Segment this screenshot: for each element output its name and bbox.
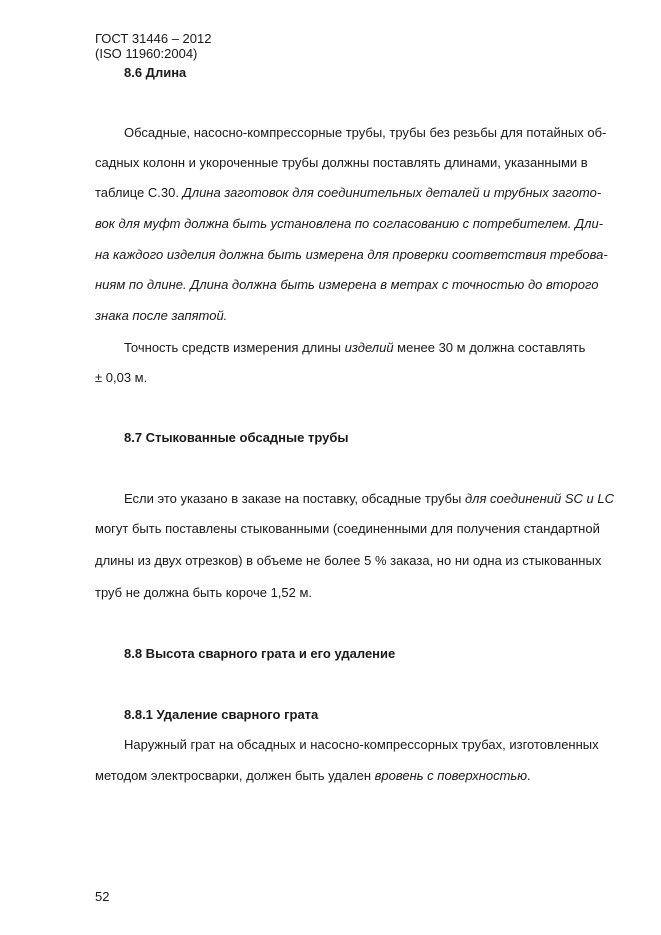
s881-line-2: методом электросварки, должен быть удален вровень с поверхностью. <box>95 768 531 783</box>
s87-line-4: труб не должна быть короче 1,52 м. <box>95 585 313 600</box>
s86-line-5: на каждого изделия должна быть измерена для проверки соответствия требова- <box>95 247 608 262</box>
section-8-8-1-heading: 8.8.1 Удаление сварного грата <box>124 707 319 722</box>
section-8-8-heading: 8.8 Высота сварного грата и его удаление <box>124 646 396 661</box>
s86-line-2: садных колонн и укороченные трубы должны поставлять длинами, указанными в <box>95 155 588 170</box>
section-8-7-heading: 8.7 Стыкованные обсадные трубы <box>124 430 349 445</box>
s86-line-1: Обсадные, насосно-компрессорные трубы, трубы без резьбы для потайных об- <box>124 125 607 140</box>
s86-line-6: ниям по длине. Длина должна быть измерена в метрах с точностью до второго <box>95 277 599 292</box>
s87-line-2: могут быть поставлены стыкованными (соединенными для получения стандартной <box>95 521 600 536</box>
s86-line-7: знака после запятой. <box>95 308 228 323</box>
s86-accuracy-value: ± 0,03 м. <box>95 370 148 385</box>
s87-line-3: длины из двух отрезков) в объеме не более 5 % заказа, но ни одна из стыкованных <box>95 553 602 568</box>
s86-line-4: вок для муфт должна быть установлена по согласованию с потребителем. Дли- <box>95 216 604 231</box>
s87-line-1: Если это указано в заказе на поставку, обсадные трубы для соединений SC и LC <box>124 491 615 506</box>
section-8-6-heading: 8.6 Длина <box>124 65 187 80</box>
page-number: 52 <box>95 889 110 904</box>
s881-line-1: Наружный грат на обсадных и насосно-компрессорных трубах, изготовленных <box>124 737 599 752</box>
iso-designation: (ISO 11960:2004) <box>95 46 198 61</box>
s86-accuracy-line: Точность средств измерения длины изделий менее 30 м должна составлять <box>124 340 586 355</box>
standard-designation: ГОСТ 31446 – 2012 <box>95 31 212 46</box>
s86-line-3: таблице С.30. Длина заготовок для соединительных деталей и трубных загото- <box>95 185 602 200</box>
